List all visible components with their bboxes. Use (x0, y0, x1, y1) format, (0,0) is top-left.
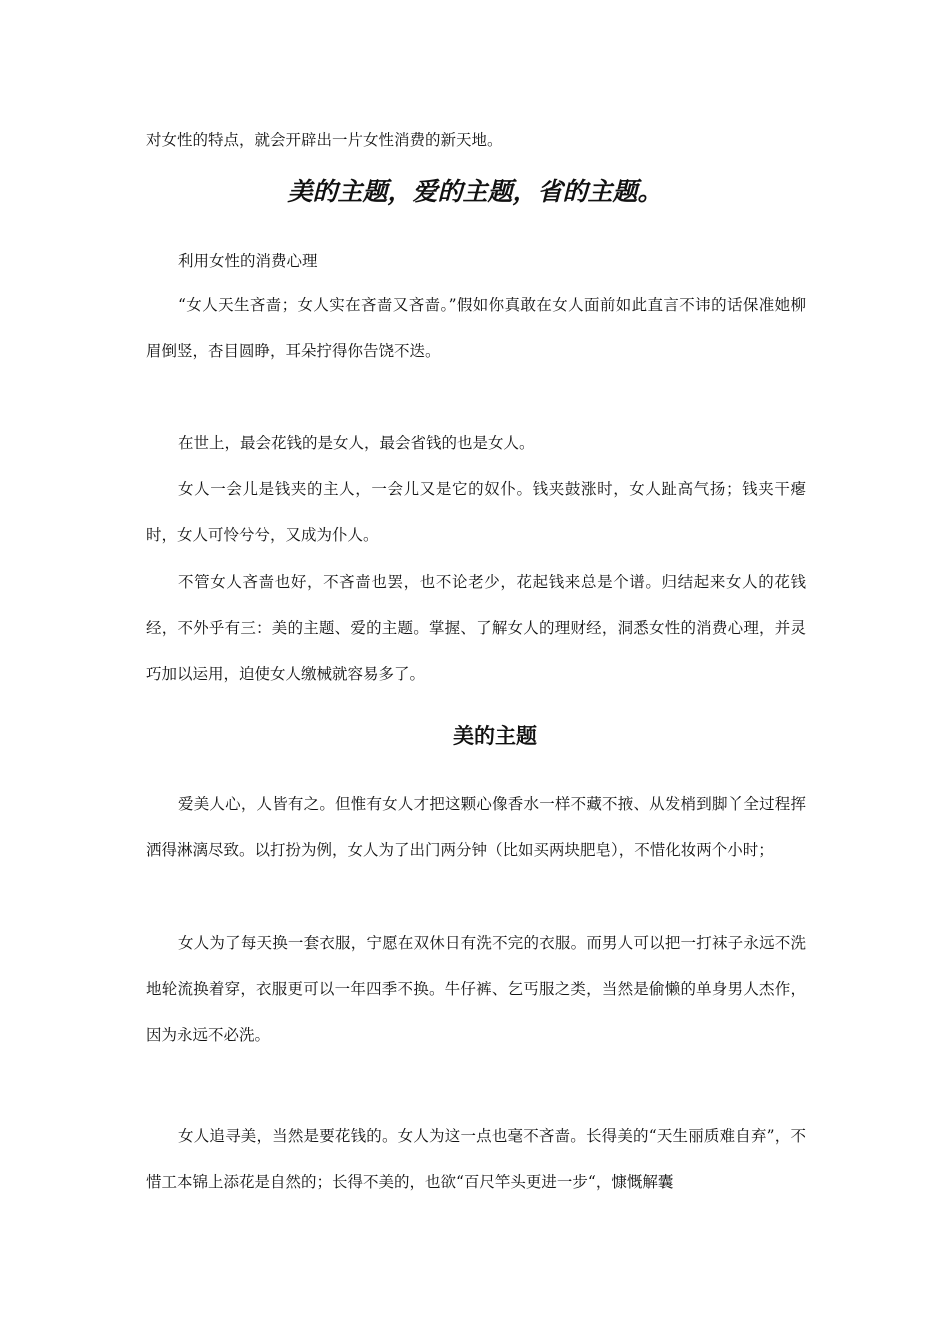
beauty-heading: 美的主题 (453, 724, 537, 748)
paragraph-clothes: 女人为了每天换一套衣服，宁愿在双休日有洗不完的衣服。而男人可以把一打袜子永远不洗地轮流换着穿，衣服更可以一年四季不换。牛仔裤、乞丐服之类，当然是偷懒的单身男人杰作，因为永远不必洗。 (146, 934, 806, 1044)
paragraph-stingy-quote: “女人天生吝啬；女人实在吝啬又吝啬。”假如你真敢在女人面前如此直言不讳的话保准她柳眉倒竖，杏目圆睁，耳朵拧得你告饶不迭。 (146, 296, 806, 360)
paragraph-love-beauty: 爱美人心，人皆有之。但惟有女人才把这颗心像香水一样不藏不掖、从发梢到脚丫全过程挥洒得淋漓尽致。以打扮为例，女人为了出门两分钟（比如买两块肥皂），不惜化妆两个小时； (146, 795, 806, 859)
paragraph-wallet: 女人一会儿是钱夹的主人，一会儿又是它的奴仆。钱夹鼓涨时，女人趾高气扬；钱夹干瘪时，女人可怜兮兮，又成为仆人。 (146, 480, 806, 544)
main-heading: 美的主题，爱的主题，省的主题。 (287, 177, 663, 206)
paragraph-spending-themes: 不管女人吝啬也好，不吝啬也罢，也不论老少，花起钱来总是个谱。归结起来女人的花钱经，不外乎有三：美的主题、爱的主题。掌握、了解女人的理财经，洞悉女性的消费心理，并灵巧加以运用，迫使女人缴械就容易多了。 (146, 573, 806, 683)
paragraph-consumer-psychology: 利用女性的消费心理 (178, 252, 318, 270)
paragraph-intro: 对女性的特点，就会开辟出一片女性消费的新天地。 (146, 131, 503, 149)
paragraph-spend-save: 在世上，最会花钱的是女人，最会省钱的也是女人。 (178, 434, 535, 452)
paragraph-pursue-beauty: 女人追寻美，当然是要花钱的。女人为这一点也毫不吝啬。长得美的“天生丽质难自弃”，不惜工本锦上添花是自然的；长得不美的，也欲“百尺竿头更进一步“，慷慨解囊 (146, 1127, 806, 1191)
